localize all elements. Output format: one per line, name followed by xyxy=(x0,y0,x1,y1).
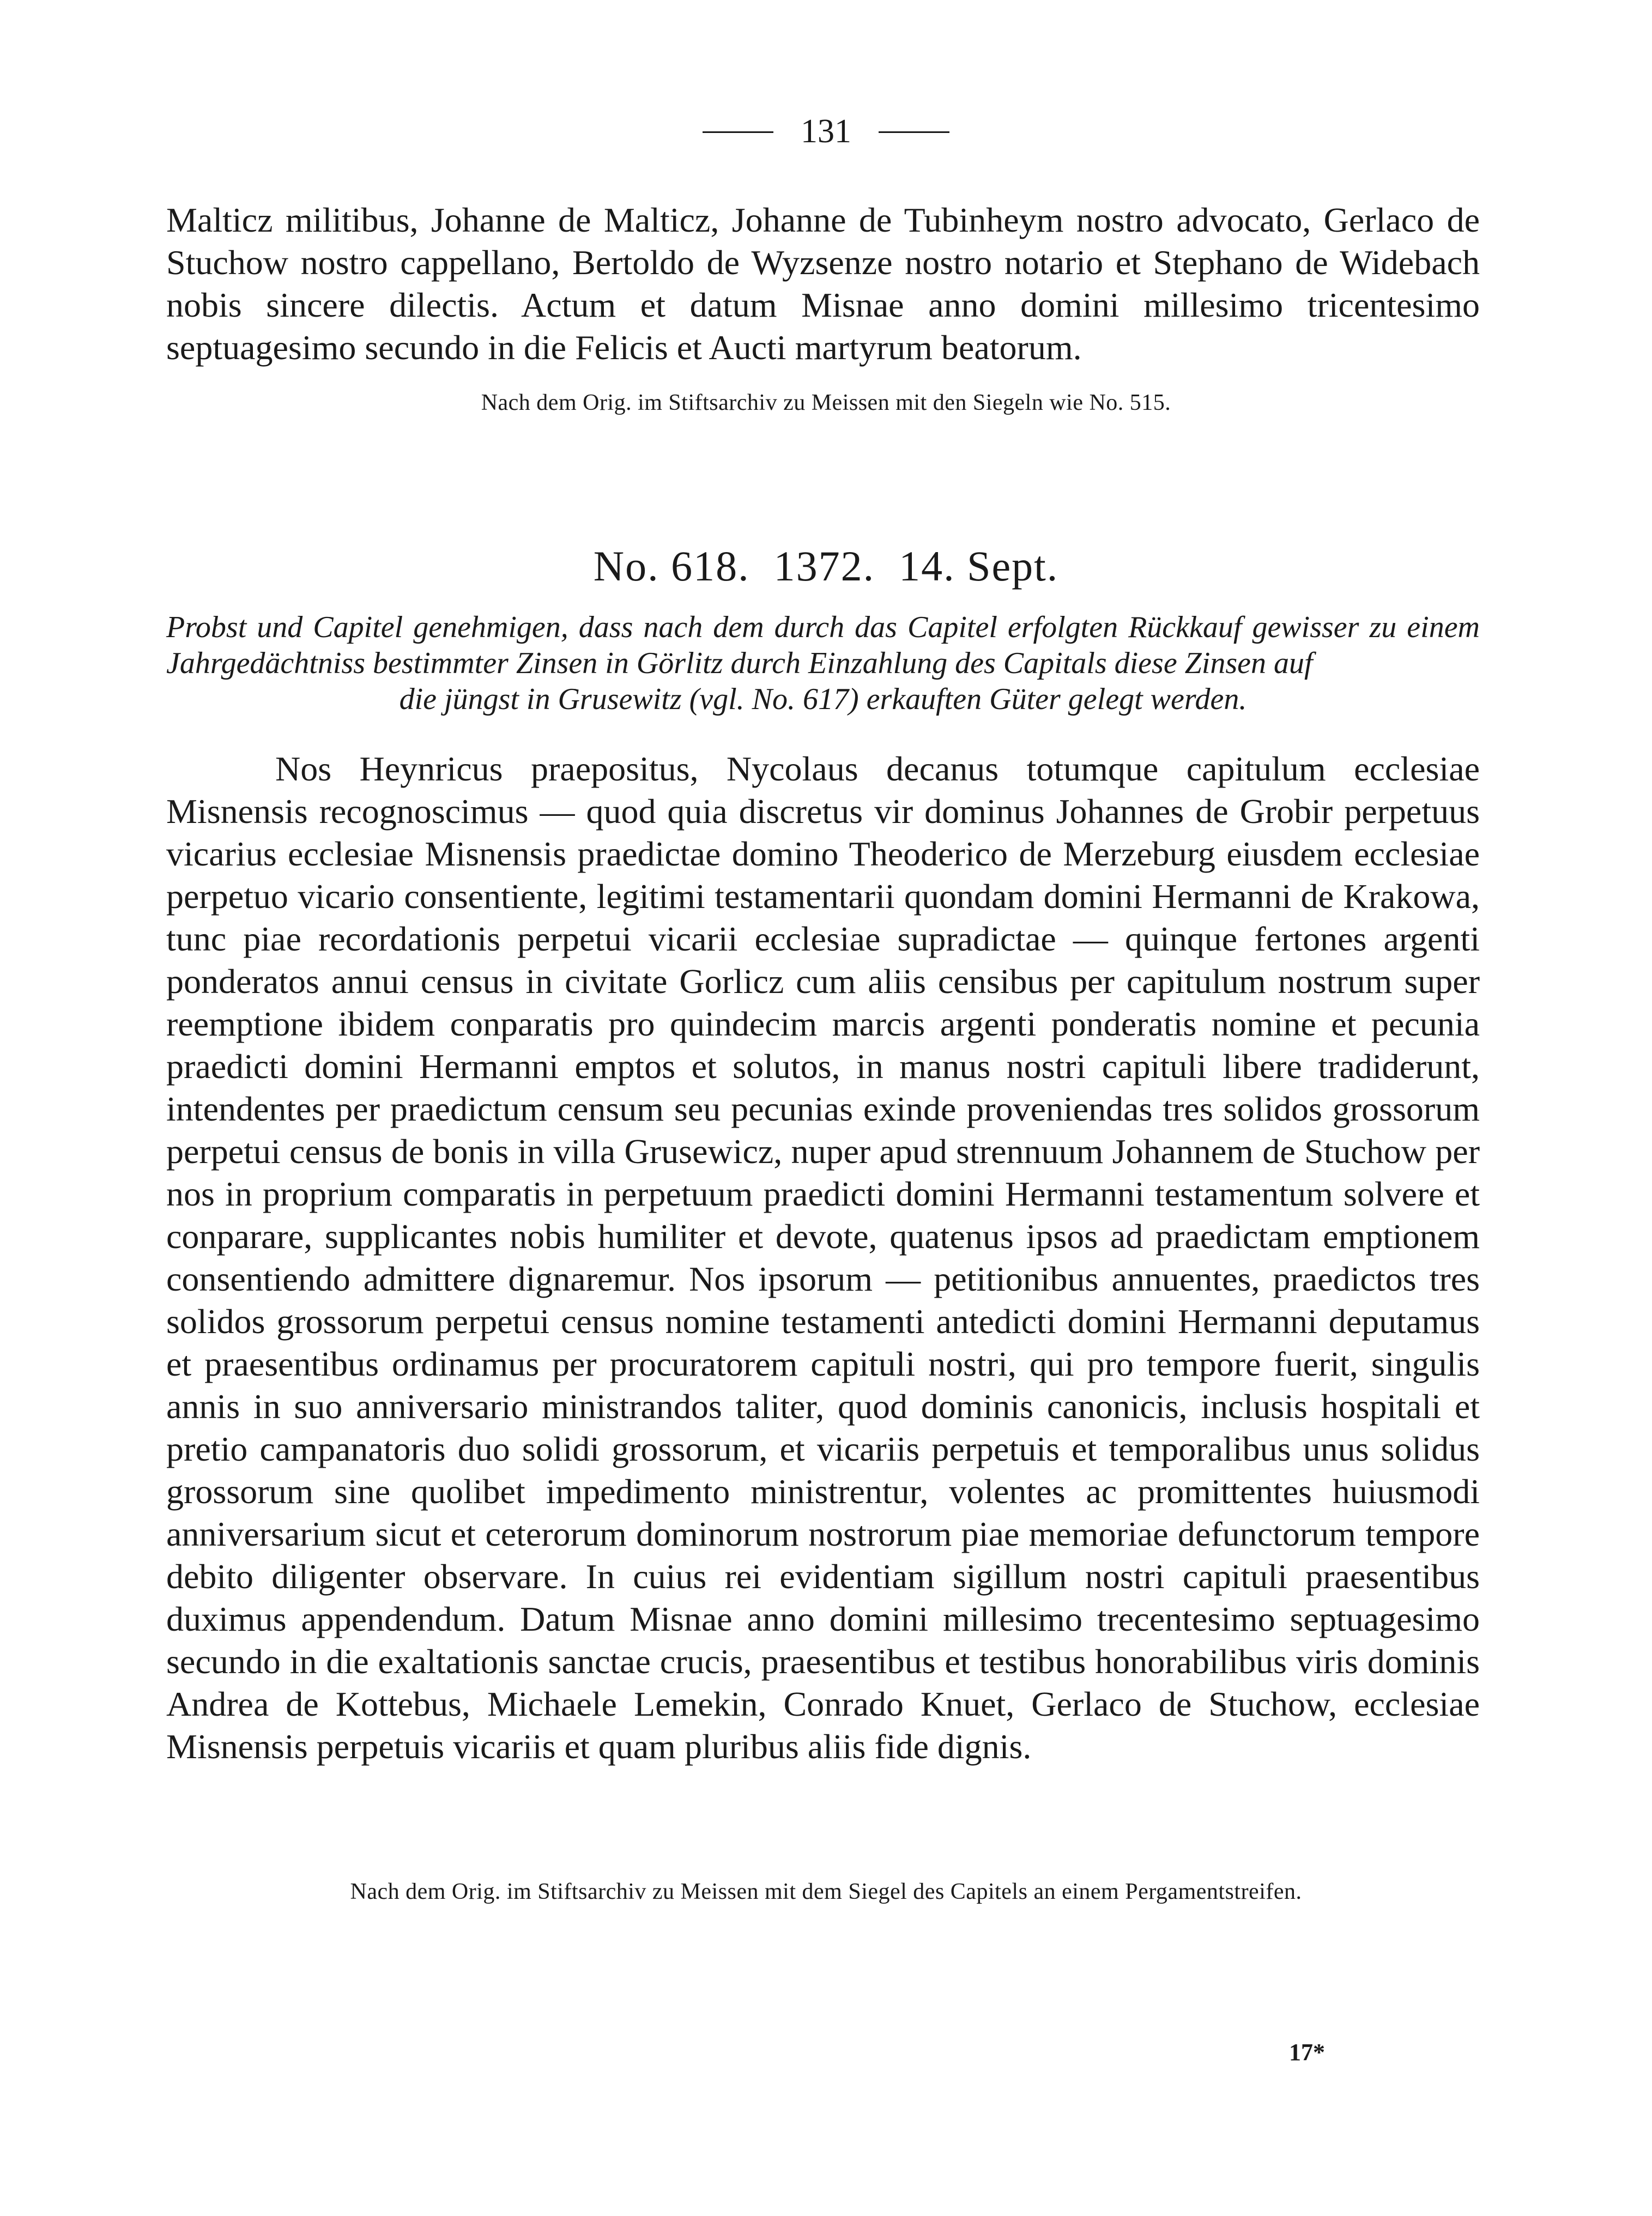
document-summary-last-line: die jüngst in Grusewitz (vgl. No. 617) erkauften Güter gelegt werden. xyxy=(399,682,1247,716)
document-heading xyxy=(0,542,1652,590)
document-source-note: Nach dem Orig. im Stiftsarchiv zu Meissen mit dem Siegel des Capitels an einem Pergamentstreifen. xyxy=(350,1879,1302,1904)
signature-mark: 17* xyxy=(1289,2039,1325,2066)
page-number-header xyxy=(0,114,1652,148)
document-summary-main: Probst und Capitel genehmigen, dass nach dem durch das Capitel erfolgten Rückkauf gewisser zu einem Jahrgedächtniss bestimmter Zinsen in Görlitz durch Einzahlung des Capitals diese Zinsen auf xyxy=(166,610,1480,680)
document-text: Nos Heynricus praepositus, Nycolaus decanus totumque capitulum ecclesiae Misnensis recognoscimus — quod quia discretus vir dominus Johannes de Grobir perpetuus vicarius ecclesiae Misnensis praedictae domino Theoderico de Merzeburg eiusdem ecclesiae perpetuo vicario consentiente, legitimi testamentarii quondam domini Hermanni de Krakowa, tunc piae recordationis perpetui vicarii ecclesiae supradictae — quinque fertones argenti ponderatos annui census in civitate Gorlicz cum aliis censibus per capitulum nostrum super reemptione ibidem conparatis pro quindecim marcis argenti ponderatis nomine et pecunia praedicti domini Hermanni emptos et solutos, in manus nostri capituli libere tradiderunt, intendentes per praedictum censum seu pecunias exinde proveniendas tres solidos grossorum perpetui census de bonis in villa Grusewicz, nuper apud strennuum Johannem de Stuchow per nos in proprium comparatis in perpetuum praedicti domini Hermanni testamentum solvere et conparare, supplicantes nobis humiliter et devote, quatenus ipsos ad praedictam emptionem consentiendo admittere dignaremur. Nos ipsorum — petitionibus annuentes, praedictos tres solidos grossorum perpetui census nomine testamenti antedicti domini Hermanni deputamus et praesentibus ordinamus per procuratorem capituli nostri, qui pro tempore fuerit, singulis annis in suo anniversario ministrandos taliter, quod dominis canonicis, inclusis hospitali et pretio campanatoris duo solidi grossorum, et vicariis perpetuis et temporalibus unus solidus grossorum sine quolibet impedimento ministrentur, volentes ac promittentes huiusmodi anniversarium sicut et ceterorum dominorum nostrorum piae memoriae defunctorum tempore debito diligenter observare. In cuius rei evidentiam sigillum nostri capituli praesentibus duximus appendendum. Datum Misnae anno domini millesimo trecentesimo septuagesimo secundo in die exaltationis sanctae crucis, praesentibus et testibus honorabilibus viris dominis Andrea de Kottebus, Michaele Lemekin, Conrado Knuet, Gerlaco de Stuchow, ecclesiae Misnensis perpetuis vicariis et quam pluribus aliis fide dignis. xyxy=(166,749,1480,1766)
document-body xyxy=(166,748,1480,1768)
previous-source-note: Nach dem Orig. im Stiftsarchiv zu Meissen mit den Siegeln wie No. 515. xyxy=(481,390,1171,415)
document-number: No. 618. xyxy=(593,542,750,590)
document-year: 1372. xyxy=(773,542,875,590)
header-dash-left xyxy=(703,131,773,133)
previous-document-closing xyxy=(166,199,1480,369)
document-summary xyxy=(166,609,1480,717)
previous-document-text: Malticz militibus, Johanne de Malticz, Johanne de Tubinheym nostro advocato, Gerlaco de Stuchow nostro cappellano, Bertoldo de Wyzsenze nostro notario et Stephano de Widebach nobis sincere dilectis. Actum et datum Misnae anno domini millesimo tricentesimo septuagesimo secundo in die Felicis et Aucti martyrum beatorum. xyxy=(166,201,1480,367)
document-date: 14. Sept. xyxy=(899,542,1059,590)
header-dash-right xyxy=(879,131,949,133)
page-number: 131 xyxy=(801,113,851,150)
